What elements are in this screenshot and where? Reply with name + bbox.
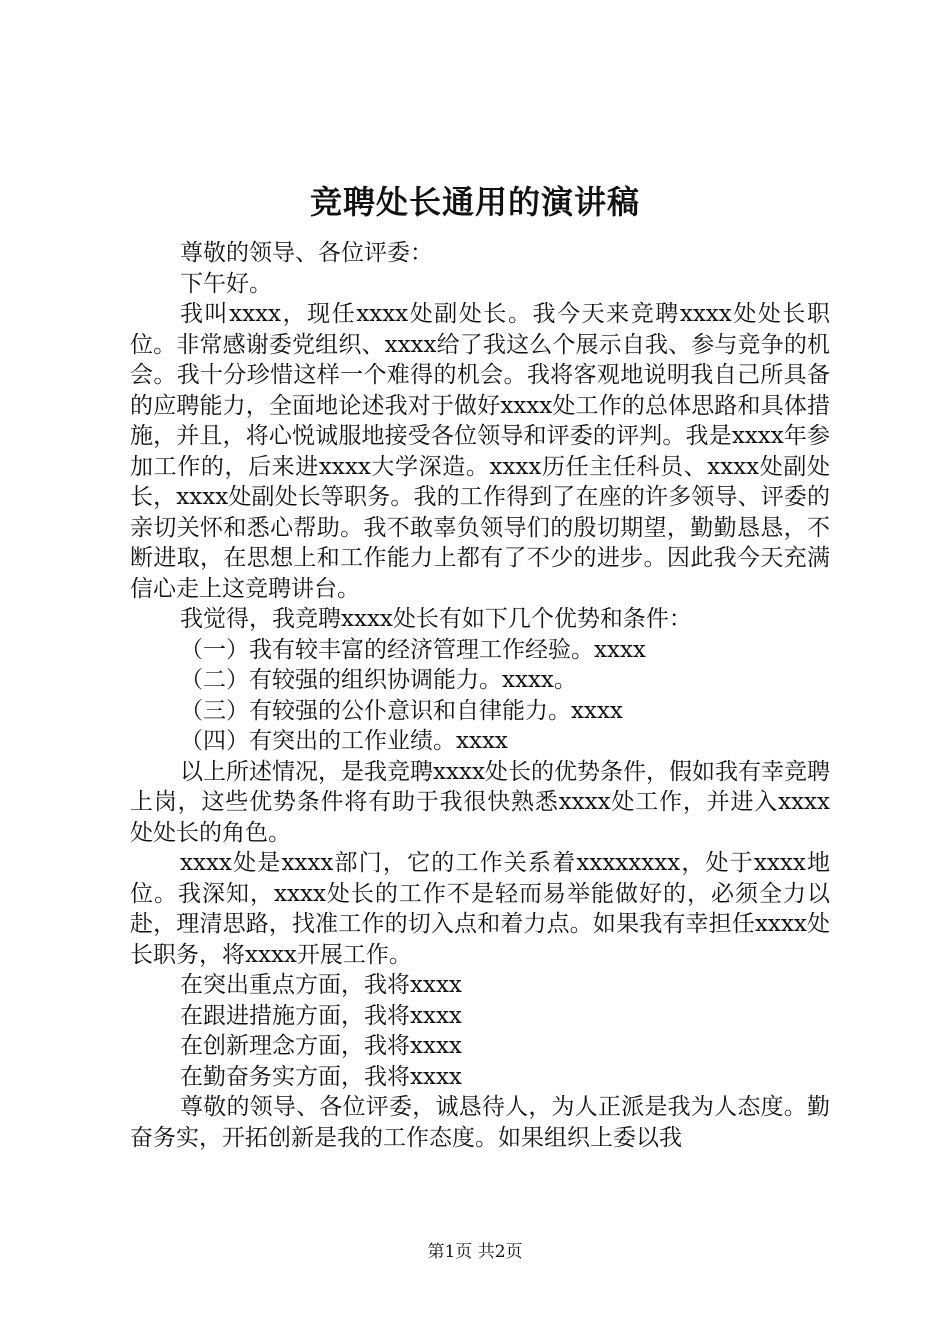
page-footer: 第1页 共2页	[427, 1242, 523, 1262]
document-title: 竞聘处长通用的演讲稿	[309, 183, 640, 221]
paragraph-introduction: 我叫xxxx，现任xxxx处副处长。我今天来竞聘xxxx处处长职位。非常感谢委党组织、xxxx给了我这么个展示自我、参与竞争的机会。我十分珍惜这样一个难得的机会。我将客观地说明我自己所具备的应聘能力，全面地论述我对于做好xxxx处工作的总体思路和具体措施，并且，将心悦诚服地接受各位领导和评委的评判。我是xxxx年参加工作的，后来进xxxx大学深造。xxxx历任主任科员、xxxx处副处长，xxxx处副处长等职务。我的工作得到了在座的许多领导、评委的亲切关怀和悉心帮助。我不敢辜负领导们的殷切期望，勤勤恳恳，不断进取，在思想上和工作能力上都有了不少的进步。因此我今天充满信心走上这竞聘讲台。	[130, 301, 830, 602]
paragraph-advantages-intro: 我觉得，我竞聘xxxx处长有如下几个优势和条件：	[180, 606, 692, 632]
plan-item-innovation: 在创新理念方面，我将xxxx	[180, 1033, 462, 1059]
list-item-advantage-2: （二）有较强的组织协调能力。xxxx。	[180, 667, 577, 693]
salutation: 尊敬的领导、各位评委：	[180, 240, 433, 266]
paragraph-closing: 尊敬的领导、各位评委，诚恳待人，为人正派是我为人态度。勤奋务实，开拓创新是我的工作态度。如果组织上委以我	[130, 1094, 830, 1151]
document-body	[130, 238, 830, 1153]
list-item-advantage-4: （四）有突出的工作业绩。xxxx	[180, 728, 508, 754]
paragraph-summary: 以上所述情况，是我竞聘xxxx处长的优势条件，假如我有幸竞聘上岗，这些优势条件将有助于我很快熟悉xxxx处工作，并进入xxxx处处长的角色。	[130, 758, 830, 846]
paragraph-department: xxxx处是xxxx部门，它的工作关系着xxxxxxxx，处于xxxx地位。我深知，xxxx处长的工作不是轻而易举能做好的，必须全力以赴，理清思路，找准工作的切入点和着力点。如果我有幸担任xxxx处长职务，将xxxx开展工作。	[130, 850, 830, 968]
greeting: 下午好。	[180, 270, 272, 297]
plan-item-focus: 在突出重点方面，我将xxxx	[180, 972, 462, 998]
plan-item-measures: 在跟进措施方面，我将xxxx	[180, 1002, 462, 1029]
plan-item-diligence: 在勤奋务实方面，我将xxxx	[180, 1063, 462, 1090]
list-item-advantage-3: （三）有较强的公仆意识和自律能力。xxxx	[180, 697, 623, 724]
list-item-advantage-1: （一）我有较丰富的经济管理工作经验。xxxx	[180, 636, 646, 663]
